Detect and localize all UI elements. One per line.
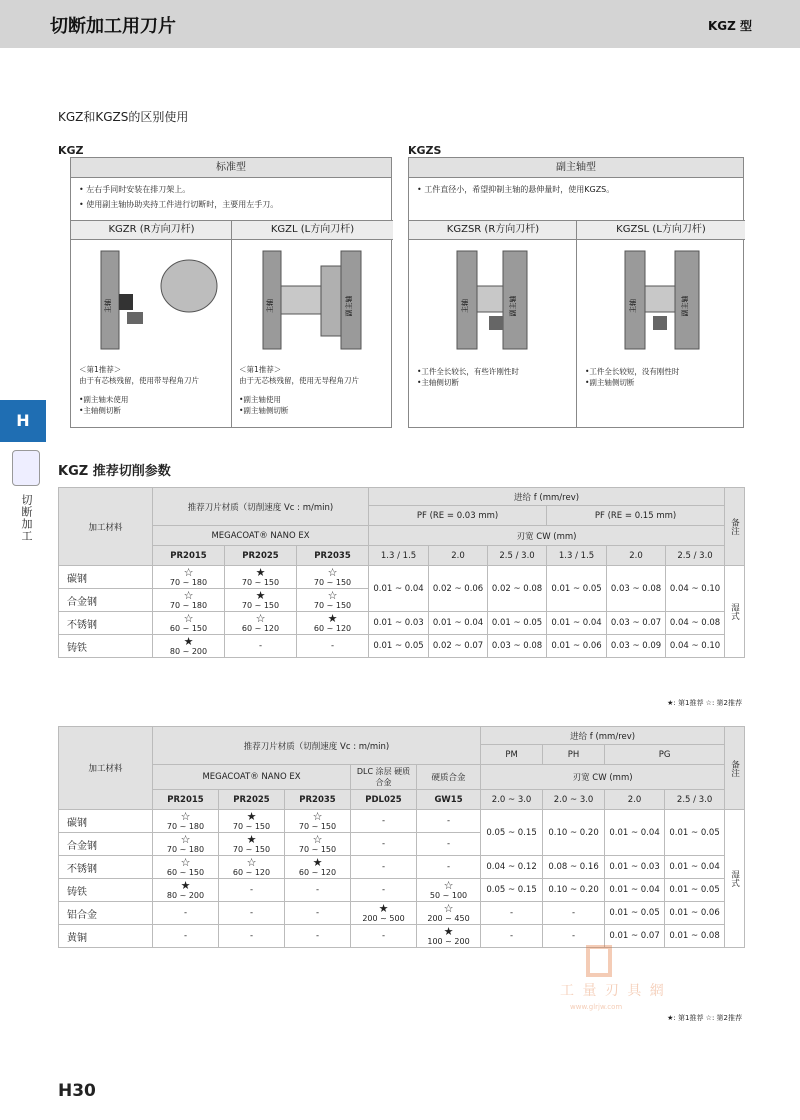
grade-cell: - [219,879,285,902]
feed-cell: 0.04 ~ 0.10 [666,635,725,658]
material-header: 加工材料 [59,488,153,566]
grade-cell: - [351,856,417,879]
side-label: 切断加工 [20,494,33,542]
material-name: 碳钢 [59,566,153,589]
svg-text:副主轴: 副主轴 [345,295,353,317]
wet-cell: 湿式 [725,810,745,948]
feed-cell: 0.01 ~ 0.04 [665,856,725,879]
feed-cell: 0.08 ~ 0.16 [543,856,605,879]
grade-cell: ☆ 70 ~ 180 [153,589,225,612]
table-row [59,856,745,879]
table-row [59,879,745,902]
feed-header: 进给 f (mm/rev) [481,727,725,745]
feed-cell: 0.04 ~ 0.10 [666,566,725,612]
kgzl-notes: ＜第1推荐＞ 由于无芯核残留，使用无导程角刀片 •副主轴使用 •副主轴侧切断 [239,365,359,415]
material-name: 铝合金 [59,902,153,925]
grade-header: PDL025 [351,790,417,810]
pf2-header: PF (RE = 0.15 mm) [547,506,725,526]
grade-title: 推荐刀片材质（切削速度 Vc : m/min) [153,727,481,765]
kgzsl-illustration [599,246,729,354]
material-name: 铸铁 [59,635,153,658]
grade-cell: - [351,925,417,948]
grade-cell: - [417,833,481,856]
page-header [0,0,800,48]
feed-cell: 0.01 ~ 0.05 [488,612,547,635]
svg-text:www.glrjw.com: www.glrjw.com [570,1003,623,1011]
feed-cell: - [543,925,605,948]
material-name: 不锈钢 [59,856,153,879]
feed-cell: 0.10 ~ 0.20 [543,810,605,856]
grade-cell: ☆ 200 ~ 450 [417,902,481,925]
grade-cell: - [297,635,369,658]
feed-cell: 0.04 ~ 0.12 [481,856,543,879]
feed-cell: 0.01 ~ 0.06 [547,635,607,658]
grade-cell: ☆ 70 ~ 150 [285,833,351,856]
pm-header: PM [481,745,543,765]
grade-header: PR2035 [297,546,369,566]
width-header: 2.0 [429,546,488,566]
material-name: 黄铜 [59,925,153,948]
svg-text:工 量 刃 具 網: 工 量 刃 具 網 [560,983,666,999]
grade-cell: - [417,810,481,833]
page-number: H30 [58,1081,96,1101]
kgz-box [70,157,392,428]
grade-cell: - [351,810,417,833]
feed-cell: 0.01 ~ 0.04 [369,566,429,612]
grade-header: PR2025 [225,546,297,566]
grade-header: GW15 [417,790,481,810]
kgzs-box [408,157,744,428]
feed-cell: 0.10 ~ 0.20 [543,879,605,902]
grade-cell: - [285,902,351,925]
width-header: 1.3 / 1.5 [547,546,607,566]
pf1-header: PF (RE = 0.03 mm) [369,506,547,526]
grade-cell: ☆ 70 ~ 150 [285,810,351,833]
feed-cell: 0.01 ~ 0.08 [665,925,725,948]
kgzl-illustration [243,246,383,354]
grade-cell: ★ 60 ~ 120 [297,612,369,635]
kgzsr-title: KGZSR (R方向刀杆) [409,220,577,240]
kgz-head: 标准型 [71,158,391,178]
section-subtitle: KGZ和KGZS的区别使用 [58,110,189,124]
cw-header: 刃宽 CW (mm) [481,765,725,790]
grade-cell: - [219,925,285,948]
feed-header: 进给 f (mm/rev) [369,488,725,506]
grade-cell: ☆ 70 ~ 150 [297,589,369,612]
grade-cell: ☆ 70 ~ 180 [153,566,225,589]
svg-text:副主轴: 副主轴 [681,295,689,317]
feed-cell: 0.02 ~ 0.06 [429,566,488,612]
feed-cell: 0.01 ~ 0.07 [605,925,665,948]
grade-cell: ☆ 60 ~ 150 [153,856,219,879]
feed-cell: 0.01 ~ 0.05 [547,566,607,612]
table-row [59,635,745,658]
material-name: 合金钢 [59,589,153,612]
grade-cell: ☆ 70 ~ 180 [153,833,219,856]
divider [576,220,577,427]
kgzr-title: KGZR (R方向刀杆) [71,220,232,240]
feed-cell: 0.01 ~ 0.03 [605,856,665,879]
grade-header: PR2025 [219,790,285,810]
coat-header: MEGACOAT® NANO EX [153,765,351,790]
kgzl-title: KGZL (L方向刀杆) [232,220,393,240]
svg-text:主轴: 主轴 [104,299,112,313]
grade-cell: - [153,902,219,925]
grade-cell: ★ 60 ~ 120 [285,856,351,879]
kgzs-desc: • 工件直径小，希望抑制主轴的悬伸量时，使用KGZS。 [417,185,615,194]
feed-cell: 0.03 ~ 0.07 [607,612,666,635]
feed-cell: 0.04 ~ 0.08 [666,612,725,635]
material-name: 碳钢 [59,810,153,833]
grade-cell: ★ 100 ~ 200 [417,925,481,948]
grade-cell: ☆ 60 ~ 120 [219,856,285,879]
grade-cell: - [285,925,351,948]
kgzsr-notes: •工件全长较长，有些许刚性时 •主轴侧切断 [417,367,519,387]
legend-1: ★: 第1推荐 ☆: 第2推荐 [667,699,742,707]
table-row [59,612,745,635]
grade-cell: - [153,925,219,948]
grade-cell: ☆ 70 ~ 150 [297,566,369,589]
feed-cell: 0.01 ~ 0.04 [429,612,488,635]
feed-cell: 0.03 ~ 0.08 [607,566,666,612]
legend-2: ★: 第1推荐 ☆: 第2推荐 [667,1014,742,1022]
feed-cell: 0.02 ~ 0.07 [429,635,488,658]
kgz-desc: • 左右手同时安装在排刀架上。 • 使用副主轴协助夹持工件进行切断时，主要用左手刀。 [79,185,279,209]
feed-cell: 0.01 ~ 0.06 [665,902,725,925]
kgzsr-illustration [429,246,559,354]
remark-header: 备注 [725,488,745,566]
grade-cell: ☆ 70 ~ 180 [153,810,219,833]
cutting-table-2 [58,726,745,948]
grade-cell: - [285,879,351,902]
coat-header: MEGACOAT® NANO EX [153,526,369,546]
feed-cell: 0.01 ~ 0.05 [665,810,725,856]
svg-text:主轴: 主轴 [461,299,469,313]
grade-cell: ☆ 60 ~ 150 [153,612,225,635]
feed-cell: 0.03 ~ 0.08 [488,635,547,658]
width-header: 1.3 / 1.5 [369,546,429,566]
ph-header: PH [543,745,605,765]
material-header: 加工材料 [59,727,153,810]
width-header: 2.5 / 3.0 [665,790,725,810]
grade-header: PR2015 [153,790,219,810]
feed-cell: 0.05 ~ 0.15 [481,810,543,856]
table-row [59,566,745,589]
feed-cell: 0.01 ~ 0.05 [665,879,725,902]
type-label: KGZ 型 [707,19,752,33]
side-tab[interactable]: H [0,400,46,442]
grade-cell: ★ 70 ~ 150 [225,589,297,612]
kgzr-notes: ＜第1推荐＞ 由于有芯核残留，使用带导程角刀片 •副主轴未使用 •主轴侧切断 [79,365,199,415]
grade-title: 推荐刀片材质（切削速度 Vc : m/min) [153,488,369,526]
svg-text:副主轴: 副主轴 [509,295,517,317]
grade-cell: ☆ 60 ~ 120 [225,612,297,635]
kgzsl-notes: •工件全长较短，没有刚性时 •副主轴侧切断 [585,367,680,387]
page-title: 切断加工用刀片 [50,16,176,37]
kgzs-label: KGZS [408,144,442,157]
width-header: 2.5 / 3.0 [666,546,725,566]
feed-cell: 0.01 ~ 0.04 [605,879,665,902]
feed-cell: 0.01 ~ 0.04 [547,612,607,635]
grade-cell: ☆ 50 ~ 100 [417,879,481,902]
feed-cell: 0.01 ~ 0.04 [605,810,665,856]
width-header: 2.0 [605,790,665,810]
width-header: 2.0 ~ 3.0 [481,790,543,810]
material-name: 不锈钢 [59,612,153,635]
feed-cell: 0.02 ~ 0.08 [488,566,547,612]
feed-cell: 0.01 ~ 0.05 [605,902,665,925]
grade-cell: ★ 70 ~ 150 [219,810,285,833]
pg-header: PG [605,745,725,765]
grade-header: PR2015 [153,546,225,566]
width-header: 2.0 [607,546,666,566]
width-header: 2.0 ~ 3.0 [543,790,605,810]
svg-text:主轴: 主轴 [266,299,274,313]
section-heading: KGZ 推荐切削参数 [58,464,171,479]
kgzs-head: 副主轴型 [409,158,743,178]
wet-cell: 湿式 [725,566,745,658]
feed-cell: - [481,902,543,925]
dlc-header: DLC 涂层 硬质合金 [351,765,417,790]
grade-header: PR2035 [285,790,351,810]
feed-cell: 0.01 ~ 0.05 [369,635,429,658]
material-name: 铸铁 [59,879,153,902]
cw-header: 刃宽 CW (mm) [369,526,725,546]
parting-tool-icon [12,450,40,486]
feed-cell: - [481,925,543,948]
remark-header: 备注 [725,727,745,810]
carbide-header: 硬质合金 [417,765,481,790]
feed-cell: - [543,902,605,925]
grade-cell: - [351,879,417,902]
divider [231,220,232,427]
kgzr-illustration [81,246,221,354]
svg-text:主轴: 主轴 [629,299,637,313]
kgz-label: KGZ [58,144,84,157]
kgzsl-title: KGZSL (L方向刀杆) [577,220,745,240]
material-name: 合金钢 [59,833,153,856]
grade-cell: ★ 80 ~ 200 [153,635,225,658]
grade-cell: ★ 200 ~ 500 [351,902,417,925]
width-header: 2.5 / 3.0 [488,546,547,566]
feed-cell: 0.03 ~ 0.09 [607,635,666,658]
cutting-table-1 [58,487,745,658]
grade-cell: ★ 70 ~ 150 [225,566,297,589]
feed-cell: 0.01 ~ 0.03 [369,612,429,635]
grade-cell: ★ 80 ~ 200 [153,879,219,902]
grade-cell: ★ 70 ~ 150 [219,833,285,856]
grade-cell: - [351,833,417,856]
grade-cell: - [225,635,297,658]
table-row [59,810,745,833]
feed-cell: 0.05 ~ 0.15 [481,879,543,902]
grade-cell: - [417,856,481,879]
watermark-logo [560,945,710,1015]
table-row [59,902,745,925]
grade-cell: - [219,902,285,925]
